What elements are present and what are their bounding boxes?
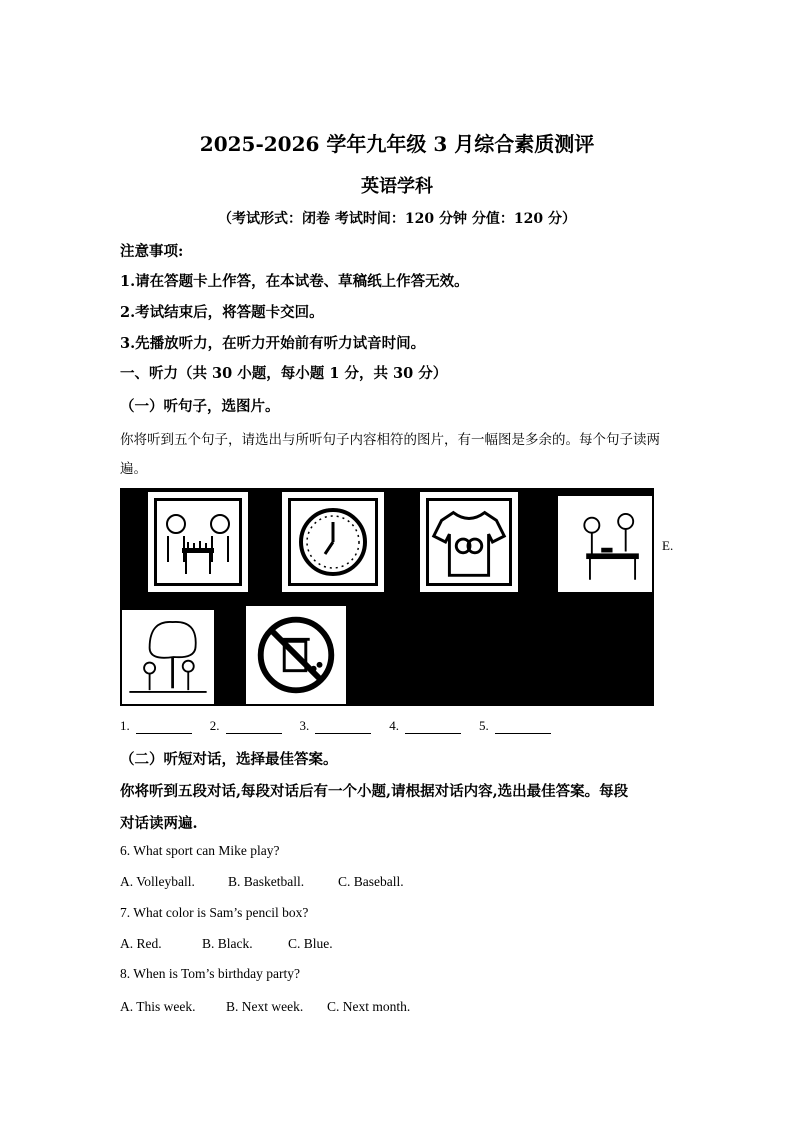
answer-blank-3[interactable]: 3. xyxy=(300,718,372,734)
option-c: C. Next month. xyxy=(327,999,411,1014)
answer-blank-1[interactable]: 1. xyxy=(120,718,192,734)
boys-playing-chess-icon xyxy=(148,492,248,592)
picture-label-e: E. xyxy=(662,538,674,553)
option-b: B. Basketball. xyxy=(228,874,305,889)
option-c: C. Baseball. xyxy=(338,874,404,889)
subject-title: 英语学科 xyxy=(361,176,433,197)
picture-panel xyxy=(120,488,654,706)
part1-heading: （一）听句子，选图片。 xyxy=(120,398,280,415)
part2-instruction-cont: 对话读两遍. xyxy=(120,815,198,832)
part1-instruction: 你将听到五个句子，请选出与所听句子内容相符的图片，有一幅图是多余的。每个句子读两 xyxy=(120,432,660,448)
notes-heading: 注意事项: xyxy=(120,243,184,260)
note-item: 2.考试结束后，将答题卡交回。 xyxy=(120,304,324,321)
picture-b xyxy=(280,490,386,594)
note-item: 3.先播放听力，在听力开始前有听力试音时间。 xyxy=(120,335,426,352)
picture-f xyxy=(120,608,216,706)
question-stem: 6. What sport can Mike play? xyxy=(120,843,280,858)
picture-c xyxy=(418,490,520,594)
clock-icon xyxy=(282,492,384,592)
question-stem: 7. What color is Sam’s pencil box? xyxy=(120,905,309,920)
picture-d xyxy=(556,494,654,594)
option-a: A. Volleyball. xyxy=(120,874,195,889)
exam-info: （考试形式：闭卷 考试时间：120 分钟 分值：120 分） xyxy=(218,211,576,227)
option-a: A. This week. xyxy=(120,999,196,1014)
exam-title: 2025-2026 学年九年级 3 月综合素质测评 xyxy=(199,132,595,156)
answer-blank-2[interactable]: 2. xyxy=(210,718,282,734)
t-shirt-icon xyxy=(420,492,518,592)
option-c: C. Blue. xyxy=(288,936,333,951)
part2-heading: （二）听短对话，选择最佳答案。 xyxy=(120,751,338,768)
no-littering-sign-icon xyxy=(246,606,346,704)
part2-instruction: 你将听到五段对话,每段对话后有一个小题,请根据对话内容,选出最佳答案。每段 xyxy=(120,783,629,800)
picture-a xyxy=(146,490,250,594)
students-cleaning-desk-icon xyxy=(558,496,652,592)
section-heading: 一、听力（共 30 小题，每小题 1 分，共 30 分） xyxy=(120,365,448,382)
option-b: B. Black. xyxy=(202,936,253,951)
part1-instruction-cont: 遍。 xyxy=(120,461,147,477)
answer-blank-5[interactable]: 5. xyxy=(479,718,551,734)
children-planting-tree-icon xyxy=(122,610,214,704)
option-a: A. Red. xyxy=(120,936,162,951)
question-stem: 8. When is Tom’s birthday party? xyxy=(120,966,301,981)
answer-blanks xyxy=(120,718,551,734)
picture-g xyxy=(244,604,348,706)
note-item: 1.请在答题卡上作答，在本试卷、草稿纸上作答无效。 xyxy=(120,273,469,290)
option-b: B. Next week. xyxy=(226,999,304,1014)
answer-blank-4[interactable]: 4. xyxy=(389,718,461,734)
